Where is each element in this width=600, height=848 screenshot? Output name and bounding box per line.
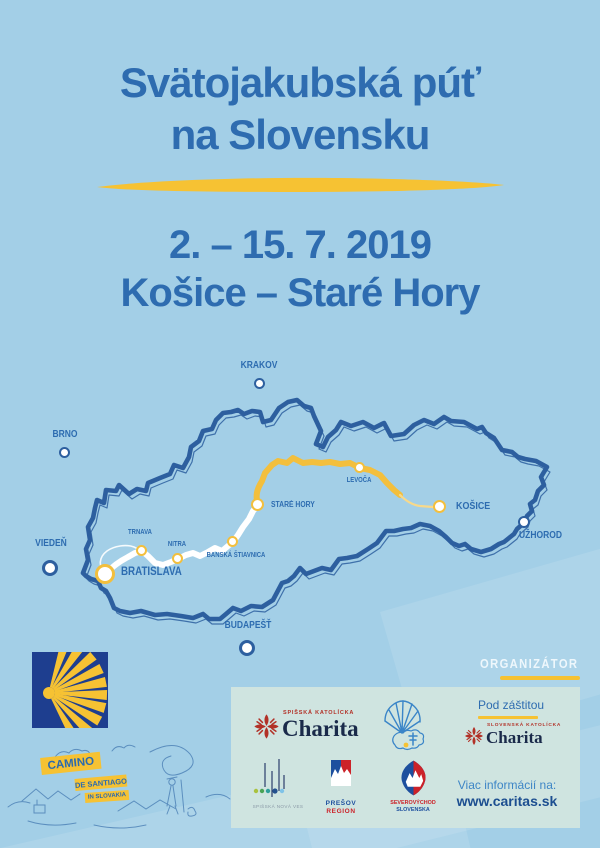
map-dot-bratislava — [95, 564, 115, 584]
severovychod-line1: SEVEROVÝCHOD — [390, 800, 436, 806]
slovenska-charita-name: Charita — [486, 728, 543, 747]
map-label-brno: BRNO — [52, 429, 78, 440]
more-info-label: Viac informácií na: — [457, 778, 557, 792]
organizer-underline — [500, 676, 580, 680]
spisska-nova-ves-icon — [247, 757, 297, 799]
camino-logo-line1-text: CAMINO — [47, 754, 95, 772]
caritas-icon — [253, 713, 280, 740]
map-dot-vieden — [42, 560, 58, 576]
organizer-heading: ORGANIZÁTOR — [480, 657, 579, 671]
camino-logo-line3-text: IN SLOVAKIA — [87, 792, 127, 801]
camino-logo-line2-text: DE SANTIAGO — [74, 775, 128, 790]
map-label-stare-hory: STARÉ HORY — [271, 500, 315, 509]
spisska-nova-ves-label: SPIŠSKÁ NOVÁ VES — [252, 804, 304, 809]
map-dot-nitra — [172, 553, 183, 564]
map-dot-krakov — [254, 378, 265, 389]
map-label-levoca: LEVOČA — [346, 477, 372, 484]
map-label-vieden: VIEDEŇ — [35, 538, 67, 549]
poster-title-line2: na Slovensku — [170, 111, 430, 158]
route-yellow-thin — [400, 495, 433, 507]
poster-title-line1: Svätojakubská púť — [119, 59, 481, 106]
presov-region-line2: REGION — [326, 808, 356, 815]
map-label-krakov: KRAKOV — [240, 360, 278, 371]
event-dates — [0, 221, 600, 317]
map-dot-budapest — [239, 640, 255, 656]
map-label-budapest: BUDAPEŠŤ — [224, 620, 272, 631]
presov-region-line1: PREŠOV — [325, 800, 357, 807]
map-dot-stare-hory — [251, 498, 264, 511]
severovychod-line2: SLOVENSKA — [396, 807, 430, 813]
map-label-bratislava: BRATISLAVA — [121, 566, 182, 578]
stjames-way-shell-icon — [380, 700, 428, 756]
patronage-underline — [478, 716, 538, 719]
caritas-icon — [464, 726, 484, 746]
map-label-trnava: TRNAVA — [128, 529, 152, 536]
organizer-logos-panel — [231, 687, 580, 828]
presov-region-icon — [331, 760, 351, 786]
website-url: www.caritas.sk — [456, 793, 558, 809]
poster-title — [0, 57, 600, 161]
route-yellow-line — [257, 458, 400, 505]
map-label-uzhorod: UŽHOROD — [519, 530, 562, 541]
map-dot-levoca — [354, 462, 365, 473]
map-dot-banska-stiavnica — [227, 536, 238, 547]
map-dot-uzhorod — [518, 516, 530, 528]
slovenska-charita-small: SLOVENSKÁ KATOLÍCKA — [487, 723, 562, 728]
map-dot-kosice — [433, 500, 446, 513]
patronage-label: Pod záštitou — [478, 698, 545, 712]
map-label-nitra: NITRA — [167, 541, 187, 548]
spisska-charita-small: SPIŠSKÁ KATOLÍCKA — [283, 710, 355, 716]
date-range: 2. – 15. 7. 2019 — [168, 223, 431, 267]
map-dot-trnava — [136, 545, 147, 556]
map-label-kosice: KOŠICE — [456, 500, 491, 512]
map-dot-brno — [59, 447, 70, 458]
spisska-charita-name: Charita — [282, 716, 359, 741]
severovychod-slovenska-icon — [399, 759, 428, 797]
route-endpoints: Košice – Staré Hory — [120, 271, 480, 315]
map-label-banska-stiavnica: BANSKÁ ŠTIAVNICA — [206, 552, 266, 559]
camino-shell-icon — [32, 652, 108, 728]
